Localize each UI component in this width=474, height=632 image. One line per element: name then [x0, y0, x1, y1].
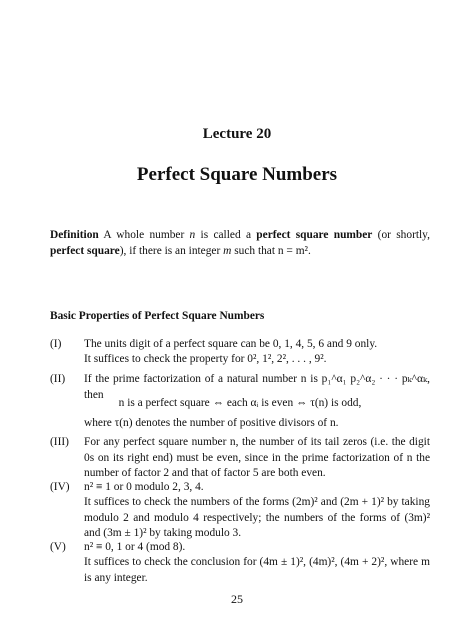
- definition-text-3: (or shortly,: [372, 229, 430, 241]
- property-item-2-note: [50, 416, 430, 432]
- property-item-4: [50, 480, 430, 546]
- definition-text-4: ), if there is an integer: [119, 245, 224, 257]
- item-line: n² ≡ 1 or 0 modulo 2, 3, 4.: [84, 481, 204, 493]
- property-item-1: [50, 337, 430, 369]
- item-text: It suffices to check the conclusion for (4m ± 1)², (4m)², (4m + 2)², where m is any integer.: [84, 556, 430, 584]
- item-line: n² ≡ 0, 1 or 4 (mod 8).: [84, 541, 186, 553]
- lecture-heading: Lecture 20: [202, 126, 272, 142]
- item-label: (V): [50, 541, 66, 553]
- definition-text-2: is called a: [195, 229, 257, 241]
- definition-text-5: such that n = m².: [231, 245, 311, 257]
- property-item-5: [50, 540, 430, 588]
- definition-term-2: perfect square: [50, 245, 120, 257]
- definition-term-1: perfect square number: [256, 229, 373, 241]
- item-line: where τ(n) denotes the number of positive divisors of n.: [84, 417, 339, 429]
- item-label: (IV): [50, 481, 70, 493]
- property-item-2: [50, 372, 430, 401]
- definition-var-n: n: [189, 229, 196, 241]
- property-item-3: [50, 435, 430, 483]
- item-line: The units digit of a perfect square can be 0, 1, 4, 5, 6 and 9 only.: [84, 338, 378, 350]
- item-text: It suffices to check the numbers of the forms (2m)² and (2m + 1)² by taking modulo 2 and modulo 4 respectively; the numbers of the forms of (3m)² and (3m ± 1)² by taking modulo 3.: [84, 496, 430, 539]
- section-title: Basic Properties of Perfect Square Numbers: [50, 310, 265, 322]
- page-number: 25: [231, 592, 243, 606]
- page-title: Perfect Square Numbers: [136, 164, 338, 185]
- item-label: (III): [50, 436, 69, 448]
- definition-label: Definition: [50, 229, 99, 241]
- definition-var-m: m: [223, 245, 232, 257]
- definition-paragraph: [50, 227, 430, 259]
- item-line: If the prime factorization of a natural number n is p₁^α₁ p₂^α₂ · · · pₖ^αₖ, then: [84, 373, 430, 401]
- item-label: (I): [50, 338, 62, 350]
- definition-text-1: A whole number: [98, 229, 190, 241]
- item-label: (II): [50, 373, 66, 385]
- property-equivalence: n is a perfect square ⇔ each αᵢ is even ⇔ τ(n) is odd,: [118, 397, 362, 409]
- item-line: It suffices to check the property for 0², 1², 2², . . . , 9².: [84, 353, 327, 365]
- item-text: For any perfect square number n, the number of its tail zeros (i.e. the digit 0s on its right end) must be even, since in the prime factorization of n the number of factor 2 and that of factor 5 are both even.: [84, 436, 430, 479]
